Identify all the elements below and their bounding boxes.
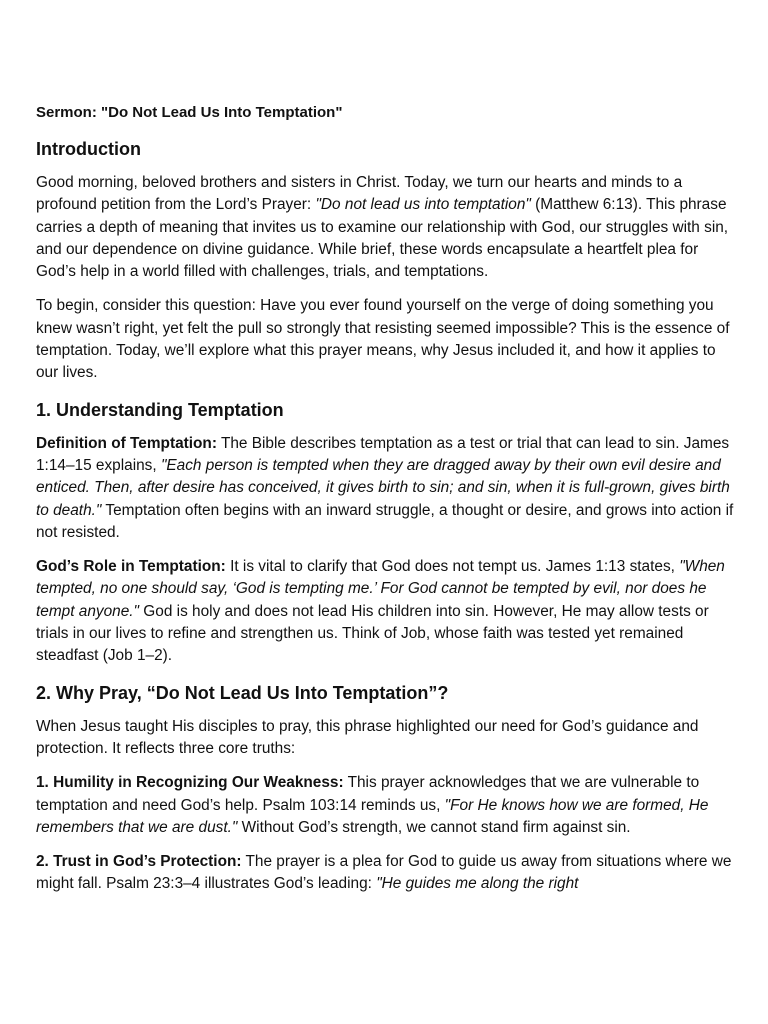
trust-paragraph xyxy=(36,851,736,896)
text-run: To begin, consider this question: Have you ever found yourself on the verge of doing something you knew wasn’t right, yet felt the pull so strongly that resisting seemed impossible? This is the essence of temptation. Today, we’ll explore what this prayer means, why Jesus included it, and how it applies to our lives. xyxy=(36,297,730,382)
text-run: The prayer is a plea for God to guide us away from situations where we might fall. Psalm 23:3–4 illustrates God’s leading: xyxy=(36,853,732,893)
text-run: Good morning, beloved brothers and sisters in Christ. Today, we turn our hearts and minds to a profound petition from the Lord’s Prayer: xyxy=(36,174,683,214)
section-2-intro-paragraph xyxy=(36,716,736,761)
text-run: It is vital to clarify that God does not tempt us. James 1:13 states, xyxy=(225,558,680,576)
text-run: God is holy and does not lead His children into sin. However, He may allow tests or trials in our lives to refine and strengthen us. Think of Job, whose faith was tested yet remained steadfast (Job 1–2). xyxy=(36,602,709,665)
text-run: When Jesus taught His disciples to pray, this phrase highlighted our need for God’s guidance and protection. It reflects three core truths: xyxy=(36,717,699,757)
document-page xyxy=(36,100,736,896)
bold-lead-in: 2. Trust in God’s Protection: xyxy=(36,853,242,871)
section-1-heading: 1. Understanding Temptation xyxy=(36,399,284,420)
scripture-quote: "For He knows how we are formed, He remembers that we are dust." xyxy=(36,796,709,836)
text-run: This prayer acknowledges that we are vulnerable to temptation and need God’s help. Psalm 103:14 reminds us, xyxy=(36,774,700,814)
intro-paragraph-2 xyxy=(36,295,736,384)
intro-paragraph-1 xyxy=(36,172,736,283)
bold-lead-in: God’s Role in Temptation: xyxy=(36,558,226,576)
bold-lead-in: 1. Humility in Recognizing Our Weakness: xyxy=(36,774,344,792)
text-run: The Bible describes temptation as a test or trial that can lead to sin. James 1:14–15 explains, xyxy=(36,434,730,474)
scripture-quote: "He guides me along the right xyxy=(376,875,579,893)
text-run: Temptation often begins with an inward struggle, a thought or desire, and grows into action if not resisted. xyxy=(36,501,734,541)
section-2-heading: 2. Why Pray, “Do Not Lead Us Into Temptation”? xyxy=(36,682,449,703)
text-run: (Matthew 6:13). This phrase carries a depth of meaning that invites us to examine our relationship with God, our struggles with sin, and our dependence on divine guidance. While brief, these words encapsulate a heartfelt plea for God’s help in a world filled with challenges, trials, and temptations. xyxy=(36,196,729,281)
humility-paragraph xyxy=(36,772,736,839)
document-title: Sermon: "Do Not Lead Us Into Temptation" xyxy=(36,104,343,121)
scripture-quote: "Do not lead us into temptation" xyxy=(315,196,531,214)
text-run: Without God’s strength, we cannot stand firm against sin. xyxy=(237,818,631,836)
gods-role-paragraph xyxy=(36,556,736,667)
intro-heading: Introduction xyxy=(36,139,141,159)
bold-lead-in: Definition of Temptation: xyxy=(36,434,217,452)
definition-of-temptation-paragraph xyxy=(36,433,736,544)
scripture-quote: "When tempted, no one should say, ‘God is tempting me.’ For God cannot be tempted by evil, nor does he tempt anyone." xyxy=(36,558,725,620)
scripture-quote: "Each person is tempted when they are dragged away by their own evil desire and enticed. Then, after desire has conceived, it gives birth to sin; and sin, when it is full-grown, gives birth to death." xyxy=(36,456,730,519)
